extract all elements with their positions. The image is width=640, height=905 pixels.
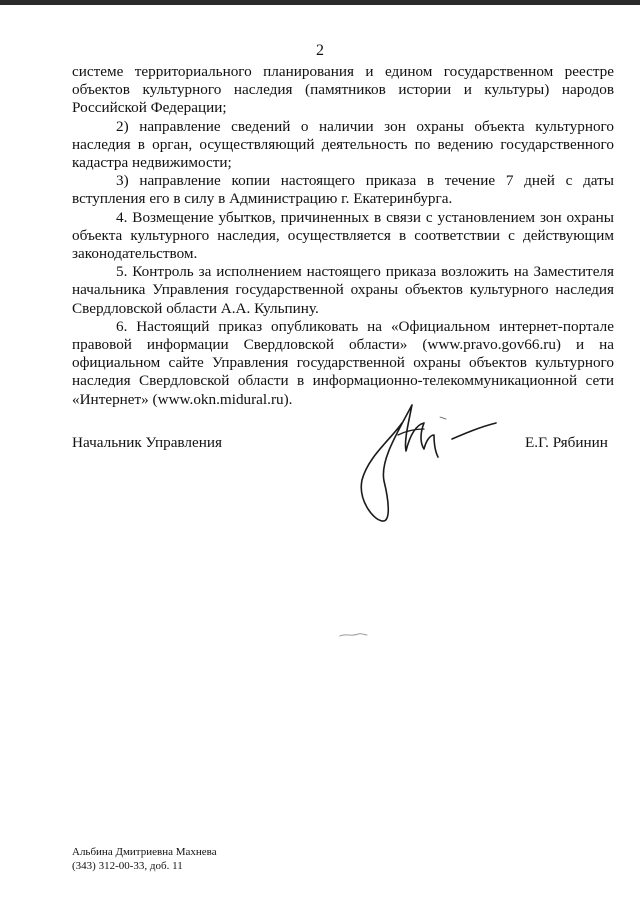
scan-smudge: [338, 630, 368, 640]
handwritten-signature: [340, 395, 510, 535]
executor-info: [72, 845, 217, 873]
paragraph-item-2: 2) направление сведений о наличии зон охраны объекта культурного наследия в орган, осуществляющий деятельность по ведению государственного кадастра недвижимости;: [72, 117, 614, 172]
executor-name: Альбина Дмитриевна Махнева: [72, 846, 217, 858]
page-number: 2: [316, 42, 324, 59]
paragraph-clause-6: 6. Настоящий приказ опубликовать на «Официальном интернет-портале правовой информации Свердловской области» (www.pravo.gov66.ru) и на официальном сайте Управления государственной охраны объектов культурного наследия Свердловской области в информационно-телекоммуникационной сети «Интернет» (www.okn.midural.ru).: [72, 317, 614, 408]
paragraph-item-3: 3) направление копии настоящего приказа в течение 7 дней с даты вступления его в силу в Администрацию г. Екатеринбурга.: [72, 172, 614, 208]
paragraph-clause-5: 5. Контроль за исполнением настоящего приказа возложить на Заместителя начальника Управления государственной охраны объектов культурного наследия Свердловской области А.А. Кульпину.: [72, 263, 614, 317]
paragraph-continuation: системе территориального планирования и едином государственном реестре объектов культурного наследия (памятников истории и культуры) народов Российской Федерации;: [72, 63, 614, 117]
paragraph-clause-4: 4. Возмещение убытков, причиненных в связи с установлением зон охраны объекта культурного наследия, осуществляется в соответствии с действующим законодательством.: [72, 208, 614, 263]
document-body: [72, 63, 614, 409]
scan-top-edge: [0, 0, 640, 5]
executor-phone: (343) 312-00-33, доб. 11: [72, 860, 183, 872]
signatory-title: Начальник Управления: [72, 434, 222, 451]
signatory-name: Е.Г. Рябинин: [525, 434, 608, 451]
